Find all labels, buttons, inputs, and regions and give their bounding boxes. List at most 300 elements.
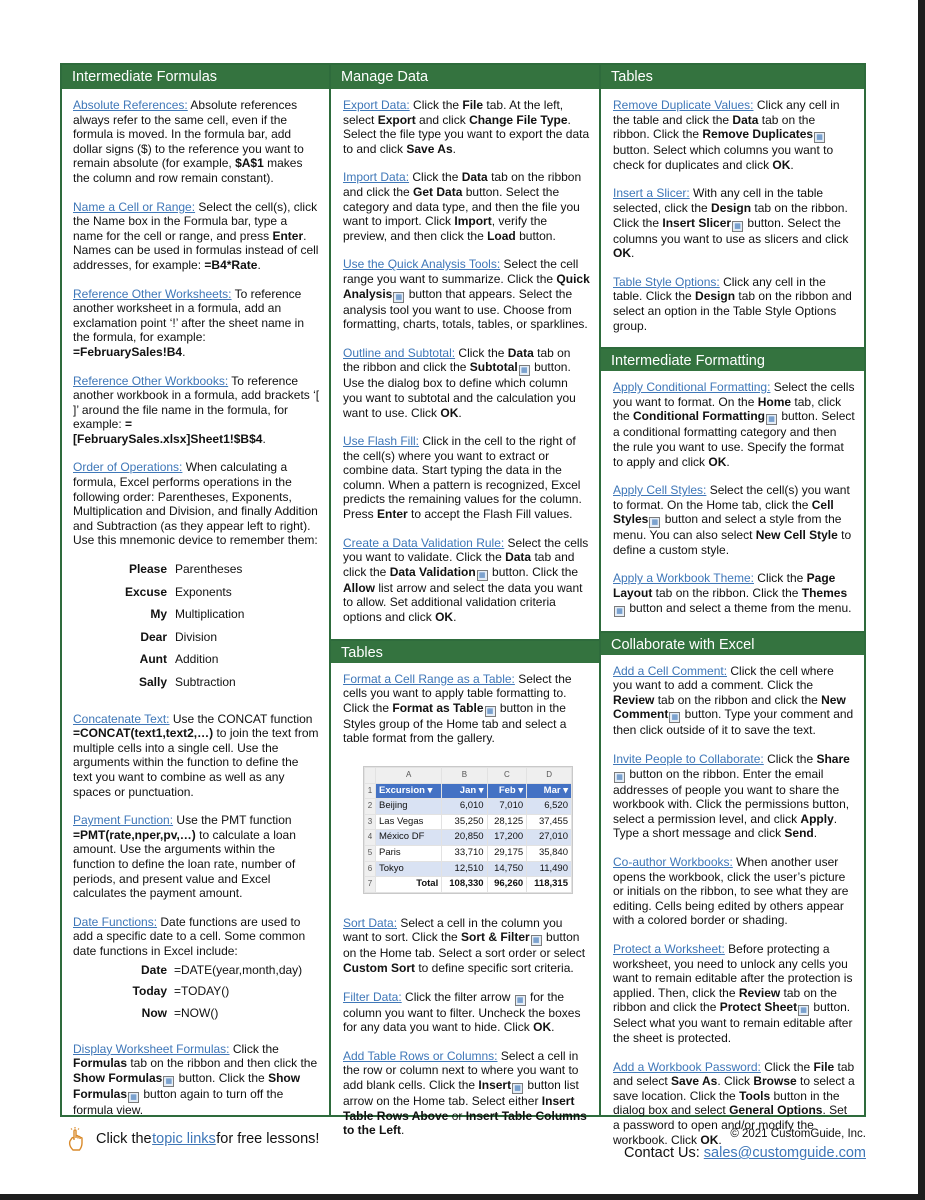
table-cell: 6,520 [527,799,572,815]
function-name: Today [132,984,167,999]
command-name: Custom Sort [343,960,415,975]
mnemonic-word: Please [128,562,167,577]
body-text: to calculate a loan amount. Use the arguments within the function to define the loan rate, number of periods, and present value and Excel calculates the payment amount. [73,827,296,901]
insert-slicer-icon: ▦ [732,221,743,232]
footer-hint-suffix: for free lessons! [216,1131,320,1147]
body-text: Select the cells you want to apply table formatting to. Click the [343,671,572,715]
body-text: Select the cells you want to validate. Click the [343,535,589,565]
topic-entry [343,990,590,1035]
mnemonic-word: Dear [140,629,167,644]
body-text: button again to turn off the formula view. [73,1087,284,1118]
body-text: . [458,405,462,420]
mnemonic-table [103,562,244,698]
body-text: tab on the ribbon and click the [343,170,582,199]
row-number: 1 [365,783,376,799]
format-as-table-icon: ▦ [485,706,496,717]
body-text: button list arrow on the Home tab. Select either [343,1077,579,1108]
body-text: Select a cell in the row or column next to where you want to add blank cells. Click the [343,1048,579,1092]
page-edge [918,0,925,1200]
body-text: tab on the ribbon and click the [343,345,571,375]
excel-table-example [363,766,573,894]
body-text: Before protecting a worksheet, you need to unlock any cells you want to remain editable after the protection is applied. Then, click the [613,941,853,1000]
show-formulas-icon: ▦ [163,1076,174,1087]
topic-links-link[interactable]: topic links [152,1131,216,1147]
topic-entry [73,460,320,548]
section-header-collaborate-with-excel: Collaborate with Excel [601,631,864,655]
body-text: . [257,257,261,272]
topic-link-export-data[interactable]: Export Data: [343,98,410,112]
section-body [62,89,329,1118]
command-name: New Comment [613,692,846,722]
topic-entry [73,915,320,959]
column-letters-row [365,768,572,784]
body-text: Click the [409,98,463,112]
share-icon: ▦ [614,772,625,783]
function-formula: =TODAY() [174,984,230,999]
column-letter: A [376,768,442,784]
body-text: tab on the ribbon. Click the [613,112,816,142]
section-header-intermediate-formatting: Intermediate Formatting [601,347,864,371]
topic-entry [613,571,855,616]
topic-link-date-functions[interactable]: Date Functions: [73,914,158,929]
body-text: . [262,431,266,446]
body-text: Select a cell in the column you want to sort. Click the [343,915,563,945]
command-name: Data [507,345,534,360]
body-text: to accept the Flash Fill values. [407,507,573,522]
table-cell: 29,175 [487,845,527,861]
table-cell: 28,125 [487,814,527,830]
command-name: Share [816,752,850,767]
header-label: Feb [498,784,516,796]
mnemonic-word: Aunt [139,652,167,667]
table-cell: 7,010 [487,799,527,815]
body-text: Select the cell(s), click the Name box in the Formula bar, type a name for the cell or range, and press [73,199,318,243]
section-body [331,89,599,625]
command-name: Quick Analysis [343,271,590,301]
command-name: Show Formulas [73,1071,163,1086]
insert-icon: ▦ [512,1083,523,1094]
table-cell: Paris [376,845,442,861]
body-text: When calculating a formula, Excel performs operations in the following order: Parentheses, Exponents, Multiplication and Division, and finally Addition and Subtraction (as they appear left to right). Use this mnemonic device to remember them: [73,460,318,548]
topic-link-invite-people-to-collaborate[interactable]: Invite People to Collaborate: [613,752,764,767]
body-text: button. Select a conditional formatting category and then the rule you want to use. Specify the format to apply and click [613,409,855,469]
command-name: Data [505,550,532,565]
table-cell: 35,840 [527,845,572,861]
body-text: Absolute references always refer to the same cell, even if the formula is moved. In the formula bar, add dollar signs ($) to the reference you want to remain absolute (for example, [73,98,304,171]
body-text: When another user opens the workbook, click the user’s picture or initials on the ribbon, to see what they are editing. Cells being edited by others appear with a colored border or shading. [613,855,849,928]
command-name: Protect Sheet [719,1000,798,1015]
body-text: . [631,246,635,261]
body-text: button. Select which columns you want to check for duplicates and click [613,143,834,172]
body-text: Click the [753,571,807,586]
topic-entry [343,257,590,331]
table-cell: 20,850 [442,830,487,846]
body-text: Click in the cell to the right of the cell(s) where you want to extract or combine data. Start typing the data in the column. When a pattern is recognized, Excel predicts the remaining values for the column. Press [343,434,582,522]
section-header-tables: Tables [331,639,599,663]
body-text: . Set a password to open and/or modify the workbook. Click [613,1103,848,1147]
topic-link-sort-data[interactable]: Sort Data: [343,915,398,930]
header-label: Mar [543,784,561,796]
row-number: 4 [365,830,376,846]
pointing-hand-icon [66,1126,88,1152]
body-text: makes the column and row remain constant). [73,156,303,185]
topic-link-filter-data[interactable]: Filter Data: [343,989,402,1004]
topic-entry [613,98,855,172]
copyright: © 2021 CustomGuide, Inc. [730,1128,866,1140]
mnemonic-meaning: Exponents [175,584,232,599]
command-name: New Cell Style [755,528,838,543]
subtotal-icon: ▦ [519,365,530,376]
quick-analysis-icon: ▦ [393,292,404,303]
table-cell: 14,750 [487,861,527,877]
topic-link-reference-other-worksheets[interactable]: Reference Other Worksheets: [73,286,232,301]
section-header-manage-data: Manage Data [331,65,599,89]
body-text: button and select a theme from the menu. [626,600,852,615]
command-name: OK [533,1020,552,1035]
mnemonic-meaning: Multiplication [175,607,245,622]
topic-entry [343,346,590,420]
table-cell: 35,250 [442,814,487,830]
body-text: Click the [763,752,817,767]
topic-entry [73,374,320,447]
body-text: button in the dialog box and select [613,1088,840,1118]
body-text: Select the cell(s) you want to format. On the Home tab, click the [613,483,850,512]
filter-arrow-icon[interactable]: ▾ [515,784,524,796]
body-text: To reference another worksheet in a formula, add an exclamation point ‘!’ after the sheet name in the formula, for example: [73,286,305,345]
body-text: . [718,1132,722,1147]
function-name: Date [140,962,167,977]
command-name: Remove Duplicates [702,127,814,142]
table-cell: 27,010 [527,830,572,846]
topic-link-import-data[interactable]: Import Data: [343,170,410,185]
command-name: Subtotal [469,360,518,375]
contact-email-link[interactable]: sales@customguide.com [703,1145,866,1161]
command-name: Conditional Formatting [633,409,765,424]
body-text: tab on the ribbon and click the [654,692,822,707]
date-function-row [103,984,302,1006]
mnemonic-word: Excuse [124,584,167,599]
command-name: Format as Table [392,700,484,715]
body-text: to select a save location. Click the [613,1074,855,1103]
topic-link-remove-duplicate-values[interactable]: Remove Duplicate Values: [613,98,754,112]
topic-link-apply-cell-styles[interactable]: Apply Cell Styles: [613,483,707,498]
topic-link-add-table-rows-or-columns[interactable]: Add Table Rows or Columns: [343,1048,498,1063]
body-text: Click the filter arrow [401,989,514,1004]
function-formula: =NOW() [174,1006,219,1021]
topic-link-apply-a-workbook-theme[interactable]: Apply a Workbook Theme: [613,571,754,586]
body-text: tab on the ribbon and select an option in the Table Style Options group. [613,289,852,333]
topic-link-payment-function[interactable]: Payment Function: [73,813,174,828]
command-name: =CONCAT(text1,text2,…) [73,726,214,741]
command-name: Save As [406,141,453,156]
topic-entry [613,752,855,841]
body-text: button. [515,228,556,243]
filter-arrow-icon: ▦ [515,995,526,1006]
mnemonic-row [103,630,244,653]
table-cell: 17,200 [487,830,527,846]
body-text: to join the text from multiple cells into a single cell. Use the arguments within the function to define the text you want to combine as well as any spaces or punctuation. [73,726,319,799]
body-text: button that appears. Select the analysis tool you want to use. Choose from formatting, charts, totals, tables, or sparklines. [343,286,588,332]
command-name: Show Formulas [73,1071,301,1102]
body-text: to define specific sort criteria. [415,960,574,975]
topic-link-add-a-cell-comment[interactable]: Add a Cell Comment: [613,663,728,678]
topic-link-co-author-workbooks[interactable]: Co-author Workbooks: [613,855,733,869]
table-cell: Las Vegas [376,814,442,830]
total-cell: Total [376,877,442,893]
command-name: Insert [478,1077,512,1092]
body-text: Click the cell where you want to add a comment. Click the [613,663,834,693]
command-name: Insert Slicer [662,215,732,230]
mnemonic-meaning: Division [175,629,218,644]
command-name: Load [487,228,516,243]
table-cell: 11,490 [527,861,572,877]
topic-link-protect-a-worksheet[interactable]: Protect a Worksheet: [613,941,725,956]
body-text: . [726,454,730,469]
data-validation-icon: ▦ [477,570,488,581]
column-1 [62,65,331,1118]
row-number: 7 [365,877,376,893]
body-text: Click any cell in the table. Click the [613,274,826,304]
section-body [601,371,864,617]
header-cell [376,783,442,799]
command-name: OK [708,454,727,469]
body-text: tab on the ribbon and then click the [127,1056,318,1071]
body-text: tab on the ribbon. Click the [652,586,802,601]
body-text: and click [415,112,470,127]
mnemonic-row [103,607,244,630]
conditional-formatting-icon: ▦ [766,414,777,425]
body-text: list arrow and select the data you want to allow. Set additional validation criteria options and click [343,580,583,625]
command-name: OK [700,1132,719,1147]
page-edge [0,1194,925,1200]
topic-link-apply-conditional-formatting[interactable]: Apply Conditional Formatting: [613,380,771,395]
body-text: tab on the ribbon. Click the [613,200,848,230]
body-text: tab on the ribbon and click the [613,985,837,1015]
topic-entry [73,712,320,800]
body-text: . Type a short message and click [613,811,838,841]
table-cell: 12,510 [442,861,487,877]
command-name: Import [454,214,492,229]
table-row [365,799,572,815]
body-text: button. Select what you want to remain editable after the sheet is protected. [613,1000,853,1045]
topic-entry [613,855,855,928]
command-name: Insert Table Rows Above [343,1093,575,1123]
filter-arrow-icon[interactable]: ▾ [476,784,484,796]
body-text: . [551,1020,555,1035]
body-text: button. Select the category and data type, and then the file you want to import. Click [343,184,580,229]
body-text: tab. At the left, select [343,98,564,127]
table-cell: Tokyo [376,861,442,877]
topic-link-absolute-references[interactable]: Absolute References: [73,98,188,112]
table-row [365,861,572,877]
command-name: =[FebruarySales.xlsx]Sheet1!$B$4 [73,417,263,446]
body-text: Click the [760,1059,814,1074]
body-text: Select the cell range you want to summarize. Click the [343,257,579,286]
command-name: Browse [753,1074,797,1089]
header-label: Jan [459,784,477,796]
topic-link-insert-a-slicer[interactable]: Insert a Slicer: [613,186,690,201]
topic-link-name-a-cell-or-range[interactable]: Name a Cell or Range: [73,199,196,214]
remove-duplicates-icon: ▦ [814,132,825,143]
excel-grid [364,767,572,893]
command-name: Formulas [73,1056,128,1071]
topic-entry [613,483,855,557]
body-text: button and select a style from the menu. You can also select [613,512,842,543]
table-cell: Beijing [376,799,442,815]
mnemonic-row [103,652,244,675]
body-text: button on the ribbon. Enter the email addresses of people you want to share the workbook with. Click the permissions button, select a permission level, and click [613,766,850,826]
body-text: button. Click the [488,564,579,579]
topic-entry [343,434,590,522]
body-text: or [448,1108,466,1123]
column-letter: C [487,768,527,784]
function-name: Now [141,1006,167,1021]
topic-entry [343,672,590,746]
body-text: button. Click the [175,1071,269,1086]
topic-link-order-of-operations[interactable]: Order of Operations: [73,460,183,475]
body-text: button. Select the columns you want to use as slicers and click [613,215,849,246]
body-text: button in the Styles group of the Home tab and select a table format from the gallery. [343,700,567,746]
command-name: Save As [671,1074,718,1089]
header-cell [442,783,487,799]
table-cell: 33,710 [442,845,487,861]
body-text: button. Use the dialog box to define which column you want to subtotal and the calculation you want to use. Click [343,360,576,420]
command-name: Send [784,826,814,841]
body-text: button on the Home tab. Select a sort order or select [343,930,586,961]
body-text: . Click [717,1074,754,1089]
footer-hint [66,1124,319,1154]
command-name: Export [377,112,416,127]
row-number: 5 [365,845,376,861]
filter-arrow-icon[interactable]: ▾ [424,784,433,796]
body-text: With any cell in the table selected, click the [613,186,824,215]
command-name: Data [732,112,759,127]
filter-arrow-icon[interactable]: ▾ [560,784,568,796]
command-name: =FebruarySales!B4 [73,344,183,359]
command-name: OK [440,405,459,420]
total-row [365,877,572,893]
row-number: 3 [365,814,376,830]
topic-link-concatenate-text[interactable]: Concatenate Text: [73,711,170,726]
command-name: General Options [729,1103,823,1118]
contact-line [624,1144,866,1163]
body-text: . [813,826,818,841]
command-name: File [462,98,484,112]
command-name: Themes [801,586,848,601]
topic-link-outline-and-subtotal[interactable]: Outline and Subtotal: [343,345,456,360]
mnemonic-row [103,675,244,698]
total-cell: 96,260 [487,877,527,893]
command-name: $A$1 [235,156,264,171]
command-name: Enter [377,507,408,522]
command-name: OK [772,157,791,172]
date-functions-table [103,963,302,1028]
topic-entry [343,916,590,976]
cell-styles-icon: ▦ [649,517,660,528]
body-text: Select the cells you want to format. On the [613,380,855,409]
mnemonic-meaning: Subtraction [175,675,236,689]
body-text: Date functions are used to add a specific date to a cell. Some common date functions in Excel include: [73,914,306,958]
row-number: 6 [365,861,376,877]
body-text: . [452,141,456,156]
command-name: OK [613,246,631,261]
topic-link-reference-other-workbooks[interactable]: Reference Other Workbooks: [73,373,229,388]
topic-entry [73,200,320,273]
topic-link-table-style-options[interactable]: Table Style Options: [613,274,720,289]
themes-icon: ▦ [614,606,625,617]
footer-contact [624,1127,866,1163]
command-name: Get Data [413,184,463,199]
command-name: Design [695,289,736,304]
command-name: Page Layout [613,571,836,601]
command-name: Enter [272,228,304,243]
command-name: File [813,1059,835,1074]
body-text: Click the [229,1041,279,1056]
date-function-row [103,1006,302,1028]
topic-link-add-a-workbook-password[interactable]: Add a Workbook Password: [613,1059,761,1074]
body-text: to define a custom style. [613,528,852,557]
section-body [601,89,864,333]
command-name: Change File Type [469,112,568,127]
body-text: . [401,1123,405,1138]
corner-cell [365,768,376,784]
body-text: . [453,610,457,625]
section-body [601,655,864,1147]
topic-entry [343,1049,590,1138]
body-text: tab and select [613,1059,855,1089]
topic-entry [73,98,320,186]
topic-link-use-the-quick-analysis-tools[interactable]: Use the Quick Analysis Tools: [343,257,501,272]
topic-entry [613,380,855,469]
section-header-intermediate-formulas: Intermediate Formulas [62,65,329,89]
column-letter: B [442,768,487,784]
column-letter: D [527,768,572,784]
command-name: Tools [739,1088,771,1103]
topic-link-use-flash-fill[interactable]: Use Flash Fill: [343,434,420,449]
topic-entry [613,275,855,333]
header-cell [487,783,527,799]
topic-entry [343,98,590,156]
header-cell [527,783,572,799]
topic-link-create-a-data-validation-rule[interactable]: Create a Data Validation Rule: [343,535,505,550]
mnemonic-word: My [150,607,167,622]
topic-link-format-a-cell-range-as-a-table[interactable]: Format a Cell Range as a Table: [343,671,515,686]
date-function-row [103,963,302,985]
section-header-tables: Tables [601,65,864,89]
command-name: Data Validation [389,564,476,579]
command-name: Data [461,170,488,185]
command-name: Insert Table Columns to the Left [343,1108,587,1138]
command-name: Apply [800,811,834,826]
topic-entry [73,813,320,901]
column-2 [331,65,601,1138]
topic-link-display-worksheet-formulas[interactable]: Display Worksheet Formulas: [73,1041,230,1056]
body-text: button. Type your comment and then click outside of it to save the text. [613,707,854,738]
command-name: Design [711,200,752,215]
body-text: , verify the preview, and then click the [343,214,548,243]
body-text: Use the PMT function [173,813,292,828]
footer-hint-prefix: Click the [96,1131,152,1147]
show-formulas-icon: ▦ [128,1092,139,1103]
table-row [365,830,572,846]
body-text: Use the CONCAT function [169,711,313,726]
table-row [365,845,572,861]
mnemonic-row [103,562,244,585]
command-name: OK [435,610,454,625]
mnemonic-row [103,585,244,608]
command-name: Home [757,394,792,409]
body-text: Click the [409,170,462,185]
